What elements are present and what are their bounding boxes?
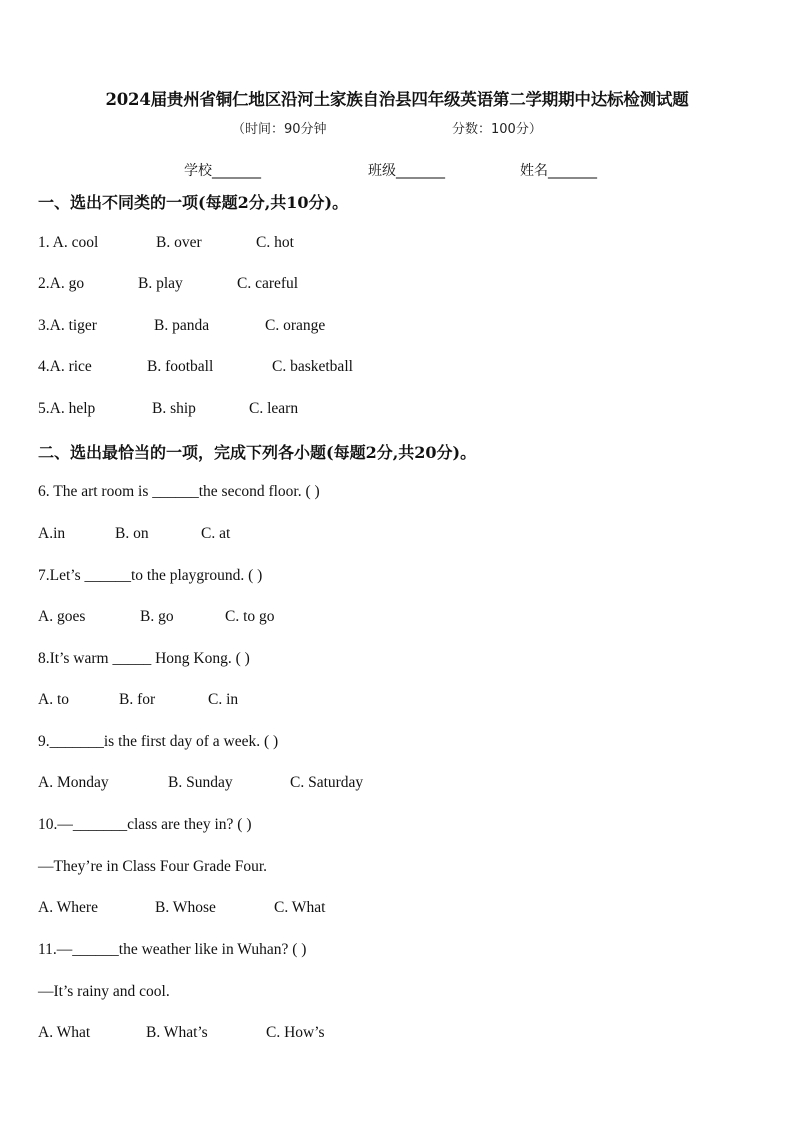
option-b: B. Sunday xyxy=(168,774,233,791)
option-b: B. panda xyxy=(154,317,210,334)
option-a: 3.A. tiger xyxy=(38,317,97,334)
option-b: B. What’s xyxy=(146,1024,208,1041)
exam-score: 分数：100分） xyxy=(452,122,542,137)
section-2-heading: 二、选出最恰当的一项，完成下列各小题(每题2分,共20分)。 xyxy=(38,443,477,462)
question-10-reply: —They’re in Class Four Grade Four. xyxy=(38,858,268,875)
option-c: C. at xyxy=(201,525,231,542)
class-field: 班级_______ xyxy=(368,163,445,179)
option-a: A. What xyxy=(38,1024,91,1041)
option-b: B. over xyxy=(156,234,202,251)
question-7-stem: 7.Let’s ______to the playground. ( ) xyxy=(38,567,263,584)
option-b: B. play xyxy=(138,275,183,292)
question-10-stem: 10.—_______class are they in? ( ) xyxy=(38,816,252,833)
option-a: A.in xyxy=(38,525,66,542)
option-c: C. careful xyxy=(237,275,299,292)
option-c: C. What xyxy=(274,899,326,916)
option-c: C. basketball xyxy=(272,358,353,375)
option-c: C. How’s xyxy=(266,1024,325,1041)
option-c: C. to go xyxy=(225,608,275,625)
exam-title: 2024届贵州省铜仁地区沿河土家族自治县四年级英语第二学期期中达标检测试题 xyxy=(105,90,689,109)
option-a: 4.A. rice xyxy=(38,358,92,375)
school-field: 学校_______ xyxy=(184,163,261,179)
name-field: 姓名_______ xyxy=(520,163,597,179)
option-a: A. goes xyxy=(38,608,86,625)
question-6-stem: 6. The art room is ______the second floor. ( ) xyxy=(38,483,320,500)
option-a: A. Monday xyxy=(38,774,109,791)
option-c: C. hot xyxy=(256,234,294,251)
question-11-reply: —It’s rainy and cool. xyxy=(38,983,170,1000)
option-c: C. orange xyxy=(265,317,326,334)
option-b: B. football xyxy=(147,358,214,375)
question-8-stem: 8.It’s warm _____ Hong Kong. ( ) xyxy=(38,650,250,667)
option-b: B. on xyxy=(115,525,149,542)
question-9-stem: 9._______is the first day of a week. ( ) xyxy=(38,733,279,750)
option-c: C. Saturday xyxy=(290,774,364,791)
option-a: 5.A. help xyxy=(38,400,96,417)
exam-time: （时间：90分钟 xyxy=(232,122,327,137)
option-c: C. in xyxy=(208,691,239,708)
option-a: A. to xyxy=(38,691,69,708)
option-b: B. ship xyxy=(152,400,196,417)
option-b: B. for xyxy=(119,691,156,708)
option-b: B. go xyxy=(140,608,174,625)
option-a: 1. A. cool xyxy=(38,234,99,251)
option-a: 2.A. go xyxy=(38,275,85,292)
option-a: A. Where xyxy=(38,899,98,916)
section-1-heading: 一、选出不同类的一项(每题2分,共10分)。 xyxy=(38,193,349,212)
option-b: B. Whose xyxy=(155,899,216,916)
option-c: C. learn xyxy=(249,400,299,417)
question-11-stem: 11.—______the weather like in Wuhan? ( ) xyxy=(38,941,307,958)
